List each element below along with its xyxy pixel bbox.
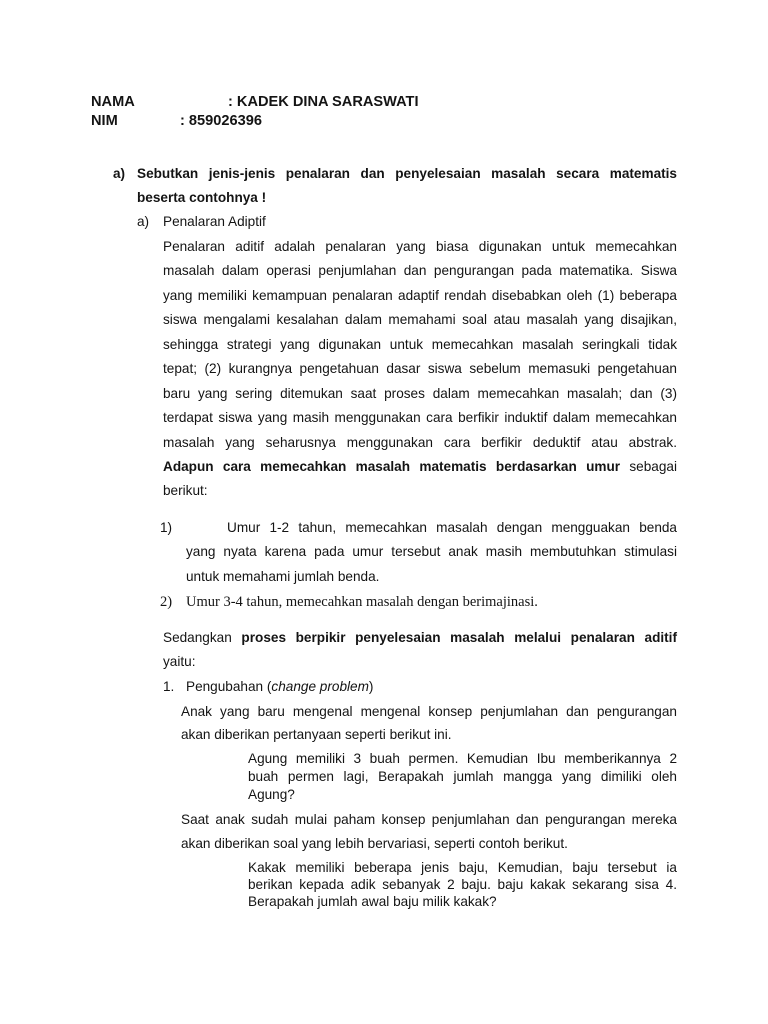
paragraph-line: Penalaran aditif adalah penalaran yang biasa digunakan untuk memecahkan [163, 239, 677, 254]
question-line: Sebutkan jenis-jenis penalaran dan penyelesaian masalah secara matematis [137, 166, 677, 181]
process-intro-bold: proses berpikir penyelesaian masalah melalui penalaran aditif [241, 630, 677, 645]
paragraph-line: masalah dalam operasi penjumlahan dan pengurangan pada matematika. Siswa [163, 263, 677, 278]
paragraph-line: terdapat siswa yang masih menggunakan cara berfikir induktif dalam memecahkan [163, 410, 677, 425]
process-item-title-prefix: Pengubahan ( [186, 679, 272, 694]
list-marker: 2) [160, 594, 173, 610]
list-item-line: untuk memahami jumlah benda. [186, 569, 380, 584]
paragraph-line: yang memiliki kemampuan penalaran adaptif rendah disebabkan oleh (1) beberapa [163, 288, 677, 303]
list-marker: 1) [160, 520, 173, 535]
name-label: NAMA [91, 94, 135, 110]
paragraph-line [163, 457, 677, 477]
example-line: Berapakah jumlah awal baju milik kakak? [248, 894, 497, 909]
process-text-line: Anak yang baru mengenal mengenal konsep penjumlahan dan pengurangan [181, 704, 677, 719]
paragraph-line: masalah yang seharusnya menggunakan cara berfikir deduktif atau abstrak. [163, 435, 677, 450]
process-item-marker: 1. [163, 679, 175, 694]
list-item-line: Umur 1-2 tahun, memecahkan masalah dengan mengguakan benda [227, 520, 677, 535]
paragraph-line: baru yang sering ditemukan saat proses dalam memecahkan masalah; dan (3) [163, 386, 677, 401]
list-item-line: Umur 3-4 tahun, memecahkan masalah dengan berimajinasi. [186, 594, 538, 610]
example-line: berikan kepada adik sebanyak 2 baju. baju kakak sekarang sisa 4. [248, 877, 677, 892]
process-item-title-suffix: ) [368, 679, 374, 694]
process-text-line: Saat anak sudah mulai paham konsep penjumlahan dan pengurangan mereka [181, 812, 677, 827]
paragraph-bold-tail: sebagai [620, 459, 677, 474]
process-item-title [186, 677, 373, 697]
process-text-line: akan diberikan pertanyaan seperti berikut ini. [181, 727, 452, 742]
list-item-line: yang nyata karena pada umur tersebut anak masih membutuhkan stimulasi [186, 544, 677, 559]
nim-label: NIM [91, 113, 118, 129]
question-line: beserta contohnya ! [137, 190, 267, 205]
section-title: Penalaran Adiptif [163, 214, 266, 229]
section-marker: a) [137, 214, 150, 229]
paragraph-line: berikut: [163, 483, 208, 498]
example-line: Kakak memiliki beberapa jenis baju, Kemudian, baju tersebut ia [248, 860, 677, 875]
example-line: buah permen lagi, Berapakah jumlah mangga yang dimiliki oleh [248, 769, 677, 784]
process-item-title-italic: change problem [271, 679, 369, 694]
paragraph-line: sehingga strategi yang digunakan untuk memecahkan masalah seringkali tidak [163, 337, 677, 352]
process-intro-line [163, 628, 677, 648]
process-intro-prefix: Sedangkan [163, 630, 242, 645]
paragraph-line: tepat; (2) kurangnya pengetahuan dasar siswa sebelum memasuki pengetahuan [163, 361, 677, 376]
example-line: Agung? [248, 787, 295, 802]
example-line: Agung memiliki 3 buah permen. Kemudian Ibu memberikannya 2 [248, 751, 677, 766]
process-text-line: akan diberikan soal yang lebih bervariasi, seperti contoh berikut. [181, 836, 568, 851]
process-intro-end: yaitu: [163, 654, 196, 669]
name-value: : KADEK DINA SARASWATI [228, 94, 419, 110]
nim-value: : 859026396 [180, 113, 262, 129]
paragraph-bold-text: Adapun cara memecahkan masalah matematis berdasarkan umur [163, 459, 621, 474]
paragraph-line: siswa mengalami kesalahan dalam memahami soal atau masalah yang disajikan, [163, 312, 677, 327]
question-marker: a) [113, 166, 126, 181]
